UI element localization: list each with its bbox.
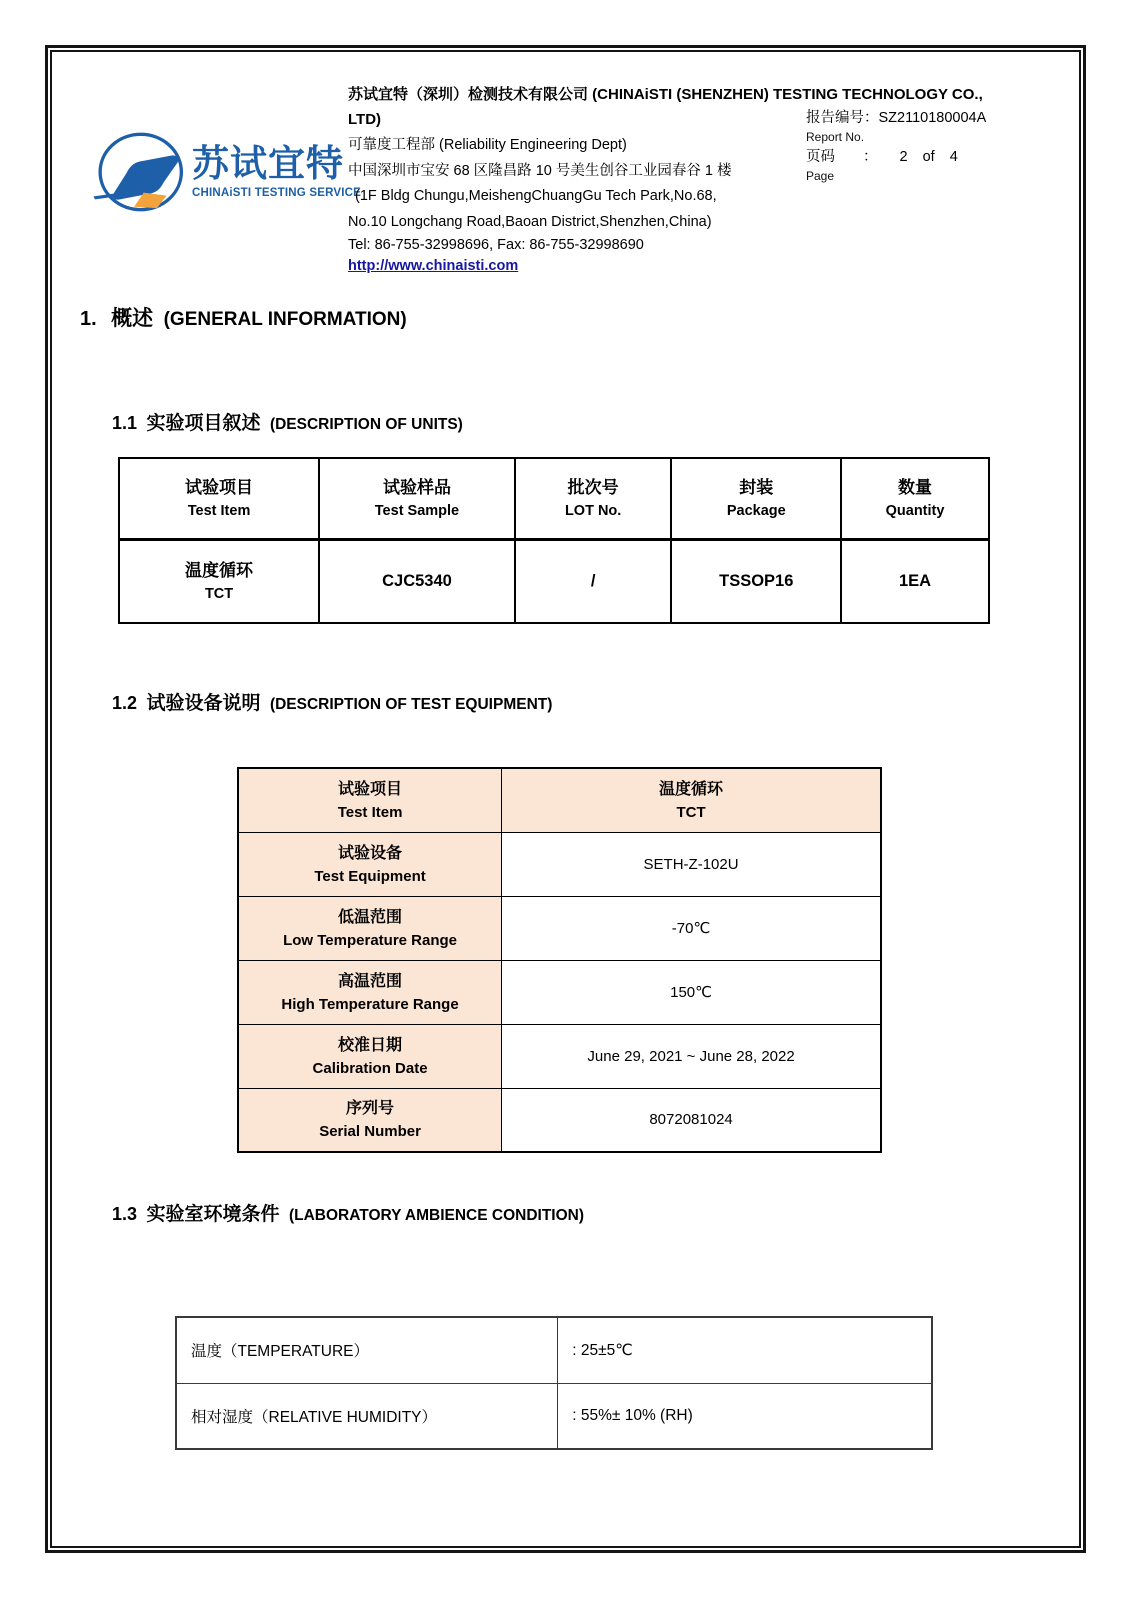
units-table-header-row (119, 458, 989, 539)
chinaisti-logo-icon (92, 130, 188, 214)
equipment-row-calibration-date (238, 1024, 881, 1088)
section-1-1-number: 1.1 (112, 413, 138, 433)
ambience-label-humidity: 相对湿度（RELATIVE HUMIDITY） (176, 1383, 558, 1449)
equipment-label-serial-number-en: Serial Number (319, 1123, 421, 1141)
equipment-label-high-temp-cn: 高温范围 (338, 972, 403, 990)
tel-fax-line: Tel: 86-755-32998696, Fax: 86-755-32998690 (348, 237, 644, 253)
ambience-value-temperature: : 25±5℃ (558, 1317, 932, 1383)
units-header-lot-no-cn: 批次号 (567, 477, 619, 497)
equipment-label-test-equipment-en: Test Equipment (314, 867, 426, 885)
section-1-3-number: 1.3 (112, 1204, 138, 1224)
equipment-value-test-equipment: SETH-Z-102U (502, 832, 881, 896)
section-1-number: 1. (80, 308, 97, 330)
page-colon: ： (863, 149, 878, 165)
section-1-heading (80, 302, 1082, 332)
equipment-row-test-equipment (238, 832, 881, 896)
units-cell-package: TSSOP16 (671, 539, 841, 623)
equipment-label-calibration-date-en: Calibration Date (312, 1059, 428, 1077)
units-cell-lot-no: / (515, 539, 672, 623)
ambience-row-humidity (176, 1383, 932, 1449)
company-logo (92, 82, 362, 276)
equipment-label-low-temp-en: Low Temperature Range (283, 931, 458, 949)
page-label-en: Page (806, 169, 835, 183)
section-1-3-title-en: (LABORATORY AMBIENCE CONDITION) (288, 1207, 585, 1224)
section-1-2-number: 1.2 (112, 693, 138, 713)
section-1-2-title-en: (DESCRIPTION OF TEST EQUIPMENT) (269, 696, 553, 713)
department-line: 可靠度工程部 (Reliability Engineering Dept) (348, 137, 627, 153)
equipment-label-serial-number-cn: 序列号 (346, 1100, 395, 1118)
equipment-row-serial-number (238, 1088, 881, 1152)
units-header-test-sample-cn: 试验样品 (382, 477, 451, 497)
units-header-test-item-en: Test Item (187, 502, 251, 519)
units-header-test-sample-en: Test Sample (374, 502, 460, 519)
report-info (806, 107, 1046, 185)
equipment-value-high-temp: 150℃ (502, 960, 881, 1024)
page-value: 2 of 4 (899, 149, 958, 165)
equipment-label-test-equipment-cn: 试验设备 (338, 844, 403, 862)
section-1-1-heading (112, 408, 1082, 435)
report-no-label-en: Report No. (806, 130, 865, 144)
address-en1: (1F Bldg Chungu,MeishengChuangGu Tech Park,No.68, (355, 188, 717, 204)
report-no-label-cn: 报告编号： (806, 110, 879, 126)
address-cn: 中国深圳市宝安 68 区隆昌路 10 号美生创谷工业园春谷 1 楼 (348, 162, 732, 179)
section-1-title-en: (GENERAL INFORMATION) (163, 309, 407, 330)
ambience-value-humidity: : 55%± 10% (RH) (558, 1383, 932, 1449)
company-name-line1: 苏试宜特（深圳）检测技术有限公司 (CHINAiSTI (SHENZHEN) TESTING TECHNOLOGY CO., (348, 86, 983, 103)
units-table-data-row (119, 539, 989, 623)
units-header-quantity-en: Quantity (885, 502, 945, 519)
website-link[interactable]: http://www.chinaisti.com (348, 258, 519, 274)
page-label-cn: 页码 (806, 149, 835, 165)
brand-name-cn: 苏试宜特 (192, 143, 344, 185)
units-header-quantity (841, 458, 989, 539)
equipment-value-test-item-cn: 温度循环 (659, 780, 724, 798)
section-1-1-title-en: (DESCRIPTION OF UNITS) (269, 416, 463, 433)
equipment-row-test-item (238, 768, 881, 832)
equipment-row-high-temp (238, 960, 881, 1024)
equipment-label-high-temp-en: High Temperature Range (281, 995, 459, 1013)
equipment-table (237, 767, 882, 1153)
equipment-value-test-item (502, 768, 881, 832)
header-text (344, 82, 1062, 276)
equipment-value-calibration-date: June 29, 2021 ~ June 28, 2022 (502, 1024, 881, 1088)
section-1-1-title-cn: 实验项目叙述 (146, 413, 261, 434)
units-cell-quantity: 1EA (841, 539, 989, 623)
units-cell-test-item-cn: 温度循环 (185, 560, 254, 580)
equipment-label-test-item (238, 768, 502, 832)
ambience-label-temperature: 温度（TEMPERATURE） (176, 1317, 558, 1383)
equipment-label-test-item-en: Test Item (337, 803, 403, 821)
section-1-3-title-cn: 实验室环境条件 (146, 1204, 280, 1225)
equipment-label-calibration-date (238, 1024, 502, 1088)
company-name-line2: LTD) (348, 111, 382, 128)
report-no-row (806, 107, 1046, 129)
units-header-package-cn: 封装 (739, 477, 774, 497)
website-line (348, 256, 1062, 276)
units-header-quantity-cn: 数量 (898, 477, 933, 497)
section-1-2-heading (112, 688, 1082, 715)
equipment-label-test-equipment (238, 832, 502, 896)
equipment-label-low-temp (238, 896, 502, 960)
units-cell-test-item (119, 539, 319, 623)
section-1-3-heading (112, 1199, 1082, 1226)
section-1-2-title-cn: 试验设备说明 (146, 693, 261, 714)
equipment-label-serial-number (238, 1088, 502, 1152)
report-no-value: SZ2110180004A (878, 110, 987, 126)
equipment-value-serial-number: 8072081024 (502, 1088, 881, 1152)
units-header-test-item (119, 458, 319, 539)
units-header-package-en: Package (726, 502, 786, 519)
units-cell-test-sample: CJC5340 (319, 539, 515, 623)
equipment-label-low-temp-cn: 低温范围 (338, 908, 403, 926)
units-table (118, 457, 990, 624)
report-page (52, 52, 1082, 1450)
equipment-value-low-temp: -70℃ (502, 896, 881, 960)
ambience-table (175, 1316, 933, 1450)
section-1-title-cn: 概述 (111, 307, 154, 330)
units-header-lot-no (515, 458, 672, 539)
ambience-row-temperature (176, 1317, 932, 1383)
units-header-test-sample (319, 458, 515, 539)
report-header (92, 82, 1062, 276)
address-en2: No.10 Longchang Road,Baoan District,Shenzhen,China) (348, 213, 712, 230)
units-cell-test-item-en: TCT (204, 585, 234, 602)
units-header-package (671, 458, 841, 539)
equipment-value-test-item-en: TCT (676, 803, 706, 821)
equipment-label-high-temp (238, 960, 502, 1024)
units-header-lot-no-en: LOT No. (564, 502, 622, 519)
brand-name-en: CHINAiSTI TESTING SERVICE (192, 186, 362, 199)
equipment-label-calibration-date-cn: 校准日期 (338, 1036, 403, 1054)
page-number-row (806, 146, 1046, 168)
equipment-label-test-item-cn: 试验项目 (338, 780, 403, 798)
units-header-test-item-cn: 试验项目 (185, 477, 254, 497)
equipment-row-low-temp (238, 896, 881, 960)
